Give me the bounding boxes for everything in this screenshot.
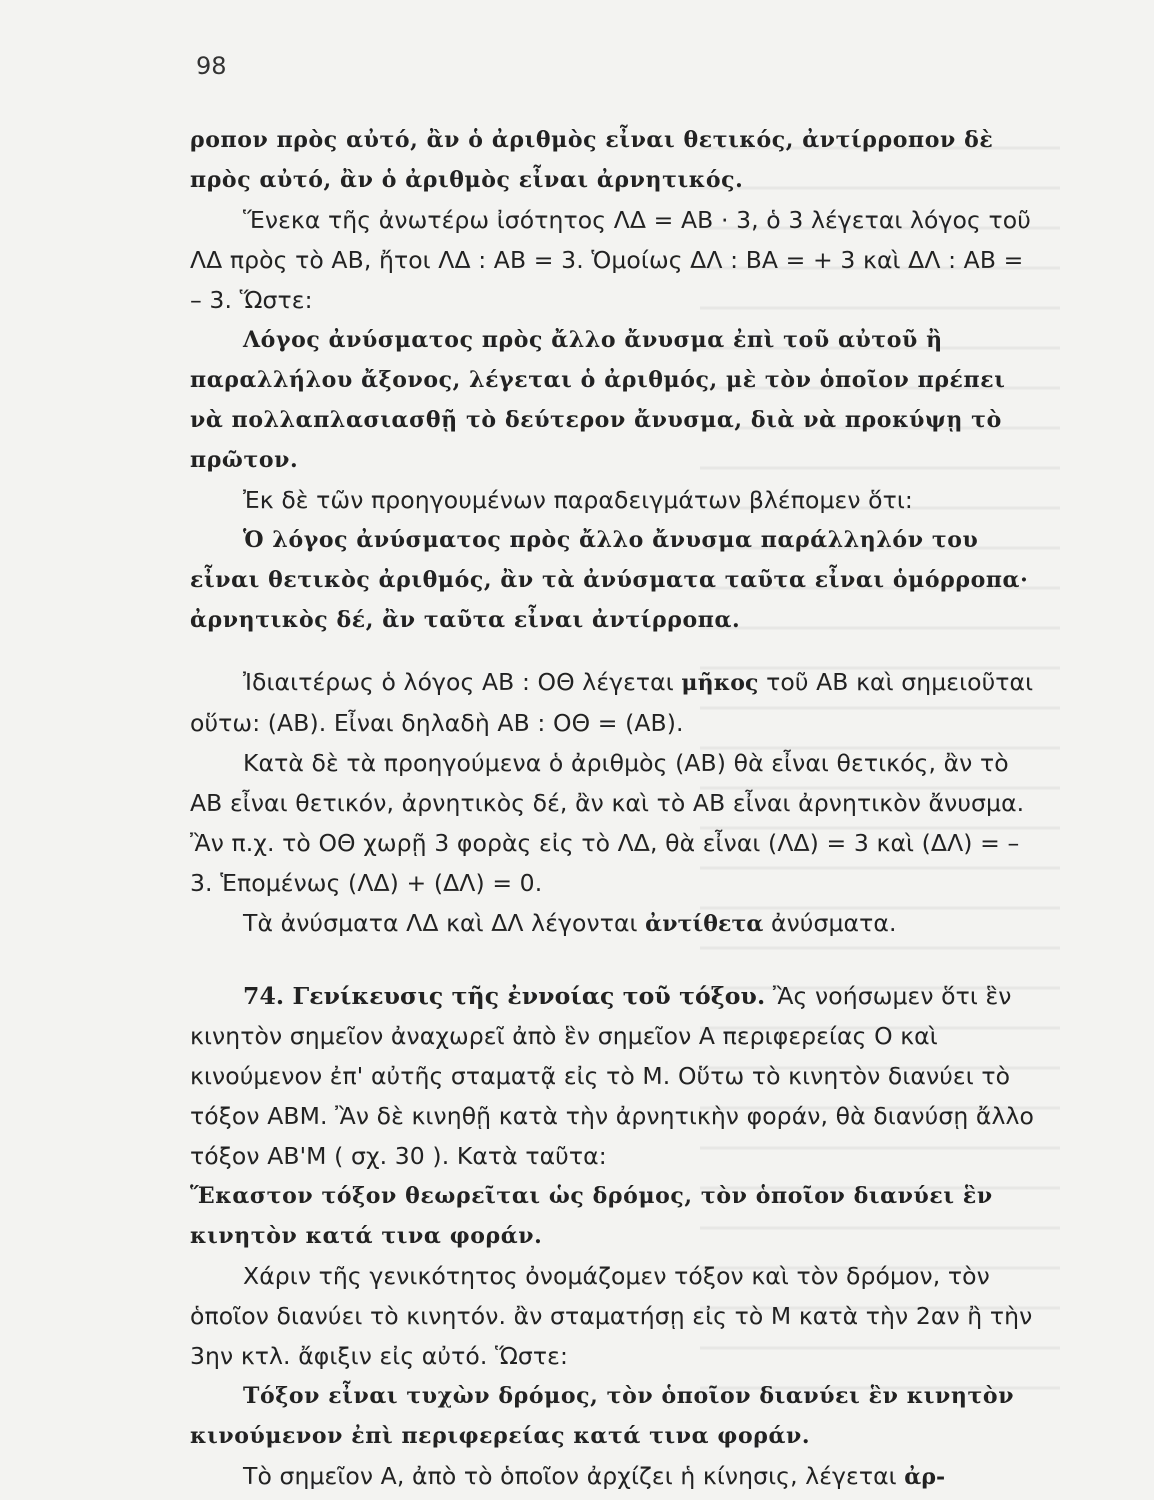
definition-arc-path: Ἕκαστον τόξον θεωρεῖται ὡς δρόμος, τὸν ὁποῖον διανύει ἓν κινητὸν κατά τινα φοράν. — [190, 1183, 993, 1249]
paragraph-length-definition — [190, 662, 1035, 743]
paragraph-length-sign: Κατὰ δὲ τὰ προηγούμενα ὁ ἀριθμὸς (ΑΒ) θὰ εἶναι θετικός, ἂν τὸ ΑΒ εἶναι θετικόν, ἀρνητικὸς δέ, ἂν καὶ τὸ ΑΒ εἶναι ἀρνητικὸν ἄνυσμα. Ἂν π.χ. τὸ ΟΘ χωρῇ 3 φορὰς εἰς τὸ ΛΔ, θὰ εἶναι (ΛΔ) = 3 καὶ (ΔΛ) = – 3. Ἑπομένως (ΛΔ) + (ΔΛ) = 0. — [190, 749, 1025, 897]
term-start: ἀρ- — [904, 1464, 946, 1490]
opposite-text-after: ἀνύσματα. — [763, 909, 897, 937]
section-heading: 74. Γενίκευσις τῆς ἐννοίας τοῦ τόξου. — [243, 982, 766, 1010]
theorem-ratio-sign: Ὁ λόγος ἀνύσματος πρὸς ἄλλο ἄνυσμα παράλληλόν του εἶναι θετικὸς ἀριθμός, ἂν τὰ ἀνύσματα ταῦτα εἶναι ὁμόρροπα· ἀρνητικὸς δέ, ἂν ταῦτα εἶναι ἀντίρροπα. — [190, 527, 1029, 633]
paragraph-continuation: ροπον πρὸς αὐτό, ἂν ὁ ἀριθμὸς εἶναι θετικός, ἀντίρροπον δὲ πρὸς αὐτό, ἂν ὁ ἀριθμὸς εἶναι ἀρνητικός. — [190, 127, 994, 193]
section-74-text: Ἂς νοήσωμεν ὅτι ἓν κινητὸν σημεῖον ἀναχωρεῖ ἀπὸ ἓν σημεῖον Α περιφερείας Ο καὶ κινούμενον ἐπ' αὐτῆς σταματᾷ εἰς τὸ Μ. Οὕτω τὸ κινητὸν διανύει τὸ τόξον ΑΒΜ. Ἂν δὲ κινηθῇ κατὰ τὴν ἀρνητικὴν φοράν, θὰ διανύσῃ ἄλλο τόξον ΑΒ'Μ ( σχ. 30 ). Κατὰ ταῦτα: — [190, 982, 1034, 1170]
page-body — [190, 120, 1035, 1497]
start-text-before: Τὸ σημεῖον Α, ἀπὸ τὸ ὁποῖον ἀρχίζει ἡ κίνησις, λέγεται — [243, 1462, 905, 1490]
definition-vector-ratio: Λόγος ἀνύσματος πρὸς ἄλλο ἄνυσμα ἐπὶ τοῦ αὐτοῦ ἢ παραλλήλου ἄξονος, λέγεται ὁ ἀριθμός, μὲ τὸν ὁποῖον πρέπει νὰ πολλαπλασιασθῇ τὸ δεύτερον ἄνυσμα, διὰ νὰ προκύψῃ τὸ πρῶτον. — [190, 327, 1006, 473]
paragraph-observation: Ἐκ δὲ τῶν προηγουμένων παραδειγμάτων βλέπομεν ὅτι: — [243, 486, 913, 514]
term-opposite: ἀντίθετα — [645, 911, 764, 937]
length-text-before: Ἰδιαιτέρως ὁ λόγος ΑΒ : ΟΘ λέγεται — [243, 668, 682, 696]
paragraph-ratio-example: Ἕνεκα τῆς ἀνωτέρω ἰσότητος ΛΔ = ΑΒ · 3, ὁ 3 λέγεται λόγος τοῦ ΛΔ πρὸς τὸ ΑΒ, ἤτοι ΛΔ : ΑΒ = 3. Ὁμοίως ΔΛ : ΒΑ = + 3 καὶ ΔΛ : ΑΒ = – 3. Ὥστε: — [190, 206, 1031, 314]
term-length: μῆκος — [681, 670, 759, 696]
opposite-text-before: Τὰ ἀνύσματα ΛΔ καὶ ΔΛ λέγονται — [243, 909, 646, 937]
page-number: 98 — [196, 52, 227, 80]
paragraph-generality: Χάριν τῆς γενικότητος ὀνομάζομεν τόξον καὶ τὸν δρόμον, τὸν ὁποῖον διανύει τὸ κινητόν. ἂν σταματήσῃ εἰς τὸ Μ κατὰ τὴν 2αν ἢ τὴν 3ην κτλ. ἄφιξιν εἰς αὐτό. Ὥστε: — [190, 1262, 1033, 1370]
definition-arc: Τόξον εἶναι τυχὼν δρόμος, τὸν ὁποῖον διανύει ἓν κινητὸν κινούμενον ἐπὶ περιφερείας κατά τινα φοράν. — [190, 1383, 1015, 1449]
paragraph-start-point — [190, 1456, 1035, 1497]
paragraph-opposite-vectors — [190, 903, 1035, 944]
length-text-after: τοῦ ΑΒ καὶ σημειοῦται οὕτω: (ΑΒ). Εἶναι δηλαδὴ ΑΒ : ΟΘ = (ΑΒ). — [190, 668, 1034, 737]
section-74-paragraph — [190, 976, 1035, 1176]
